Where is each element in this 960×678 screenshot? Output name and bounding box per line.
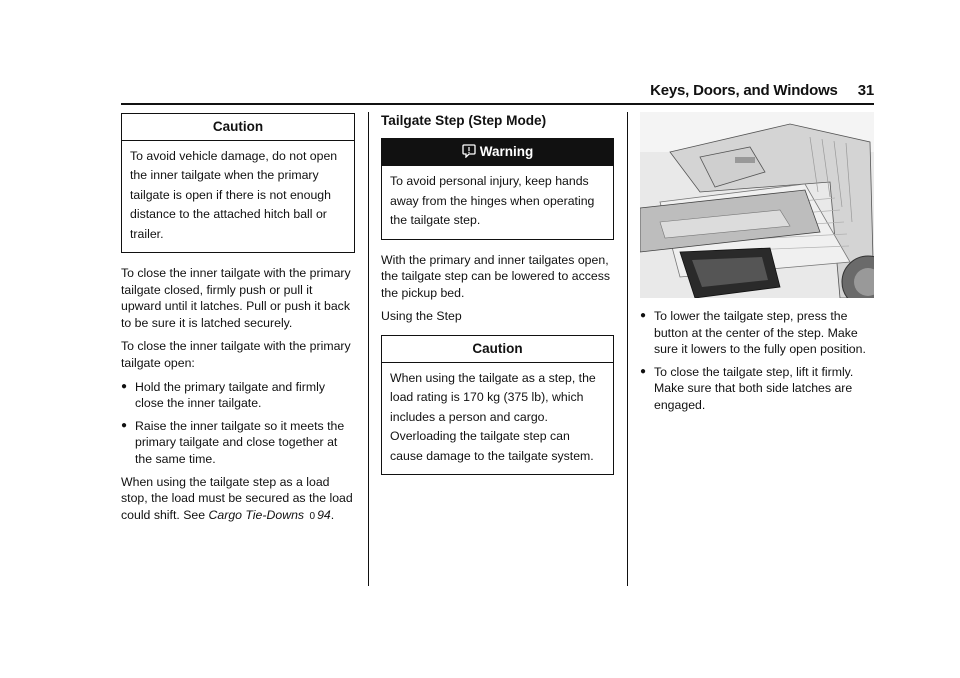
page-reference[interactable]: 94: [317, 507, 331, 522]
page-header: [650, 82, 874, 99]
paragraph: To close the inner tailgate with the primary tailgate closed, firmly push or pull it upward until it latches. Pull or push it back to be sure it is latched securely.: [121, 266, 351, 330]
page-reference-icon: 0: [309, 510, 316, 522]
right-column: [640, 308, 876, 420]
caution-body: When using the tailgate as a step, the load rating is 170 kg (375 lb), which includes a person and cargo. Overloading the tailgate step can cause damage to the tailgate system.: [390, 370, 596, 463]
list-item-text: Raise the inner tailgate so it meets the primary tailgate and close together at the same time.: [135, 418, 345, 467]
left-column: [121, 113, 355, 532]
column-divider: [368, 112, 369, 586]
bullet-icon: ●: [121, 380, 128, 392]
paragraph: With the primary and inner tailgates open, the tailgate step can be lowered to access the pickup bed.: [381, 252, 610, 300]
subheading: Using the Step: [381, 309, 462, 324]
warning-title: Warning: [479, 143, 534, 159]
cross-reference-link[interactable]: Cargo Tie-Downs: [208, 507, 305, 522]
speech-bubble-warning-icon: [462, 144, 476, 163]
column-divider: [627, 112, 628, 586]
list-item: [640, 308, 876, 358]
paragraph: To close the inner tailgate with the primary tailgate open:: [121, 339, 351, 371]
caution-box: [381, 335, 614, 475]
list-item-text: To close the tailgate step, lift it firmly. Make sure that both side latches are engaged.: [654, 364, 854, 412]
bullet-icon: ●: [640, 310, 647, 321]
bullet-icon: ●: [121, 419, 128, 431]
header-rule: [121, 103, 874, 105]
middle-column: [381, 113, 614, 487]
warning-header: [382, 139, 613, 167]
list-item: [121, 418, 355, 468]
list-item-text: Hold the primary tailgate and firmly close the inner tailgate.: [135, 379, 325, 411]
warning-box: [381, 138, 614, 240]
caution-title: Caution: [382, 336, 613, 363]
paragraph-text: When using the tailgate step as a load stop, the load must be secured as the load could shift. See: [121, 474, 353, 522]
list-item-text: To lower the tailgate step, press the button at the center of the step. Make sure it lowers to the fully open position.: [654, 309, 866, 357]
list-item: [121, 379, 355, 412]
list-item: [640, 364, 876, 414]
paragraph-end: .: [330, 507, 335, 522]
warning-body: To avoid personal injury, keep hands away from the hinges when operating the tailgate step.: [390, 174, 595, 228]
section-heading: Tailgate Step (Step Mode): [381, 113, 547, 128]
bullet-icon: ●: [640, 365, 647, 377]
caution-body: To avoid vehicle damage, do not open the inner tailgate when the primary tailgate is open if there is not enough distance to the attached hitch ball or trailer.: [130, 148, 338, 241]
paragraph: [121, 474, 355, 526]
caution-box: [121, 113, 355, 253]
caution-title: Caution: [122, 114, 354, 141]
section-title: Keys, Doors, and Windows: [650, 82, 838, 99]
page-number: 31: [857, 82, 874, 99]
pickup-bed-tailgate-step-illustration: [640, 112, 874, 298]
